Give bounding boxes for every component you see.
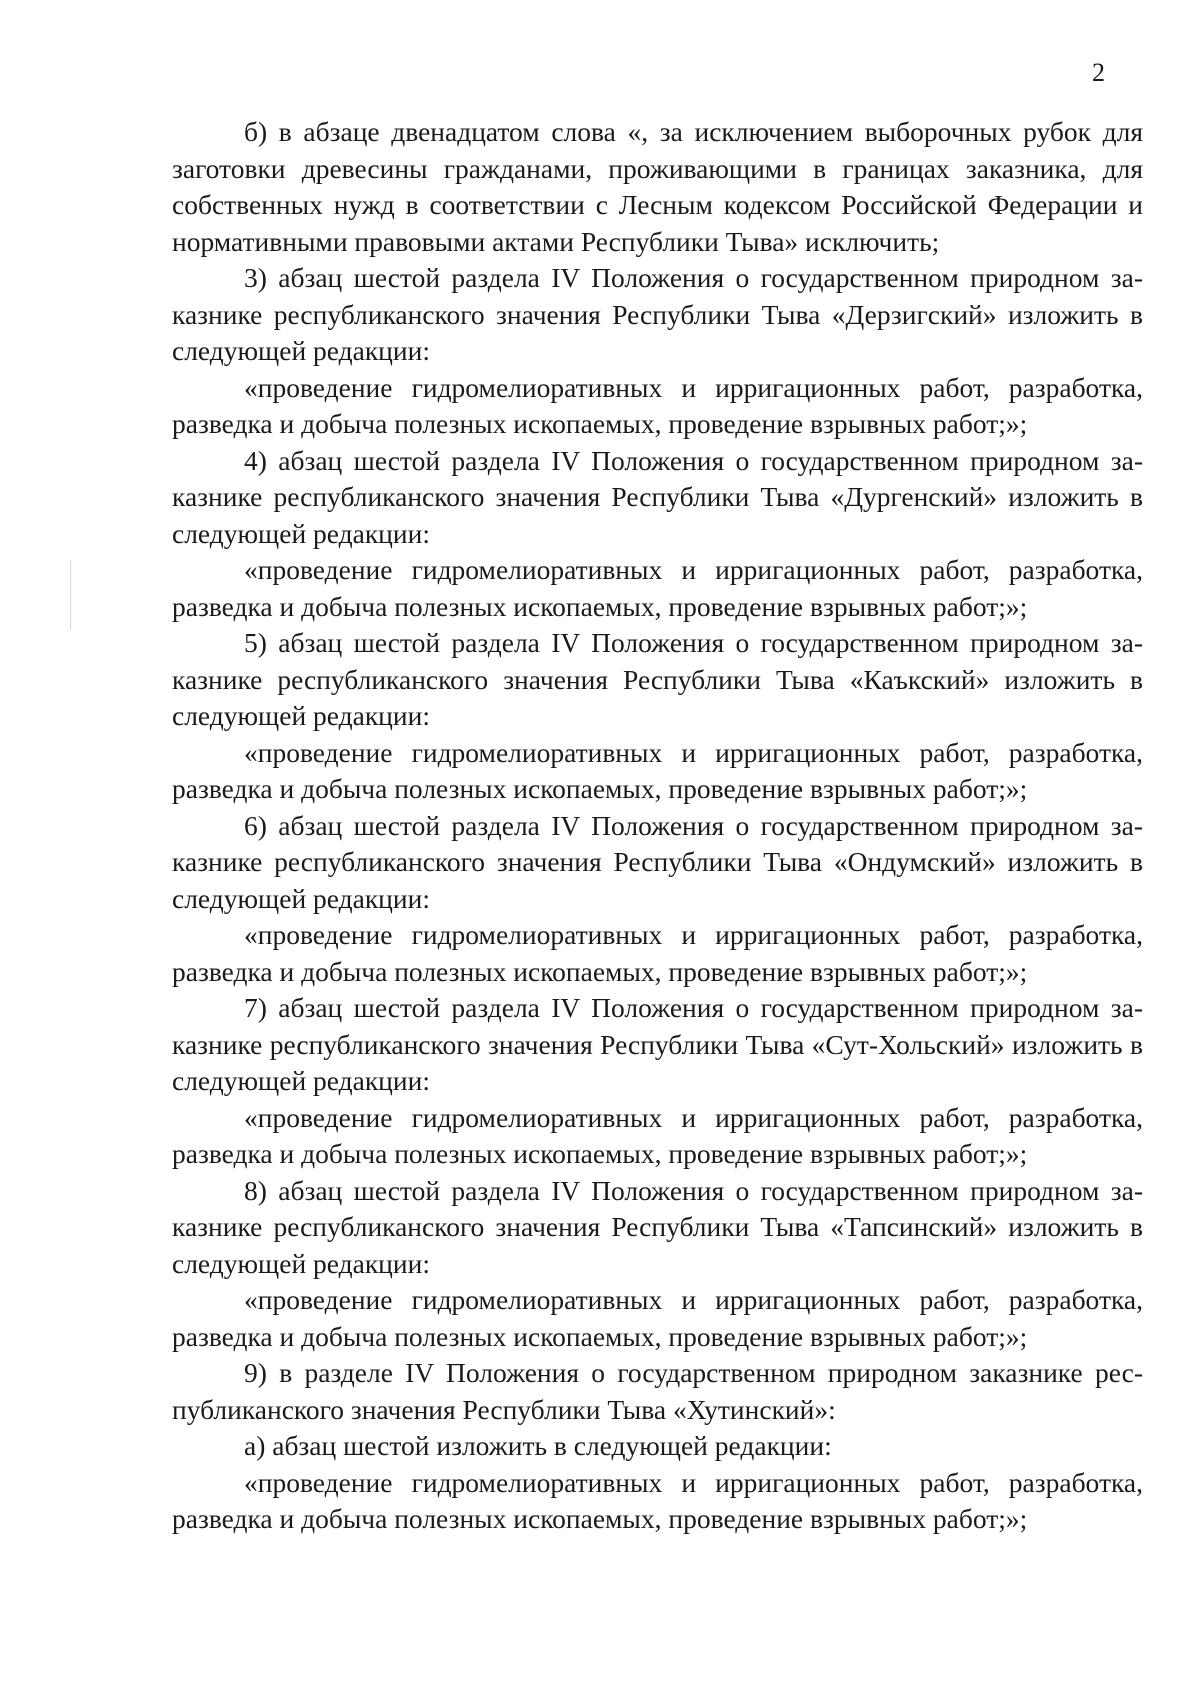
paragraph-item-4: 4) абзац шестой раздела IV Положения о государственном природном заказнике республиканского значения Республики Тыва «Дургенский» изложить в следующей редакции: (172, 444, 1143, 549)
paragraph-item-5: 5) абзац шестой раздела IV Положения о государственном природном заказнике республиканского значения Республики Тыва «Каъкский» изложить в следующей редакции: (172, 627, 1143, 731)
paragraph-item-7: 7) абзац шестой раздела IV Положения о государственном природном заказнике республиканского значения Республики Тыва «Сут-Хольский» изложить в следующей редакции: (172, 992, 1143, 1096)
page-number: 2 (1092, 58, 1105, 87)
paragraph-quote-4: «проведение гидромелиоративных и ирригационных работ, разработка, разведка и добыча полезных ископаемых, проведение взрывных работ;»; (172, 554, 1143, 622)
paragraph-amendment-b: б) в абзаце двенадцатом слова «, за исключением выборочных рубок для заготовки древесины гражданами, проживающими в границах заказника, для собственных нужд в соответствии с Лесным кодексом Российской Федерации и нормативными правовыми актами Республики Тыва» исключить; (172, 116, 1143, 257)
document-body (172, 114, 1143, 1538)
paragraph-item-8: 8) абзац шестой раздела IV Положения о государственном природном заказнике республиканского значения Республики Тыва «Тапсинский» изложить в следующей редакции: (172, 1174, 1143, 1279)
paragraph-item-3: 3) абзац шестой раздела IV Положения о государственном природном заказнике республиканского значения Республики Тыва «Дерзигский» изложить в следующей редакции: (172, 262, 1143, 366)
paragraph-quote-9a: «проведение гидромелиоративных и ирригационных работ, разработка, разведка и добыча полезных ископаемых, проведение взрывных работ;»; (172, 1466, 1143, 1534)
paragraph-quote-8: «проведение гидромелиоративных и ирригационных работ, разработка, разведка и добыча полезных ископаемых, проведение взрывных работ;»; (172, 1284, 1143, 1352)
paragraph-quote-6: «проведение гидромелиоративных и ирригационных работ, разработка, разведка и добыча полезных ископаемых, проведение взрывных работ;»; (172, 919, 1143, 987)
paragraph-quote-5: «проведение гидромелиоративных и ирригационных работ, разработка, разведка и добыча полезных ископаемых, проведение взрывных работ;»; (172, 736, 1143, 804)
paragraph-quote-3: «проведение гидромелиоративных и ирригационных работ, разработка, разведка и добыча полезных ископаемых, проведение взрывных работ;»; (172, 371, 1143, 439)
scan-artifact-line (70, 560, 71, 630)
paragraph-quote-7: «проведение гидромелиоративных и ирригационных работ, разработка, разведка и добыча полезных ископаемых, проведение взрывных работ;»; (172, 1101, 1143, 1169)
paragraph-item-9: 9) в разделе IV Положения о государственном природном заказнике республиканского значения Республики Тыва «Хутинский»: (172, 1357, 1143, 1425)
paragraph-item-6: 6) абзац шестой раздела IV Положения о государственном природном заказнике республиканского значения Республики Тыва «Ондумский» изложить в следующей редакции: (172, 809, 1143, 914)
paragraph-item-9a: а) абзац шестой изложить в следующей редакции: (244, 1430, 832, 1461)
